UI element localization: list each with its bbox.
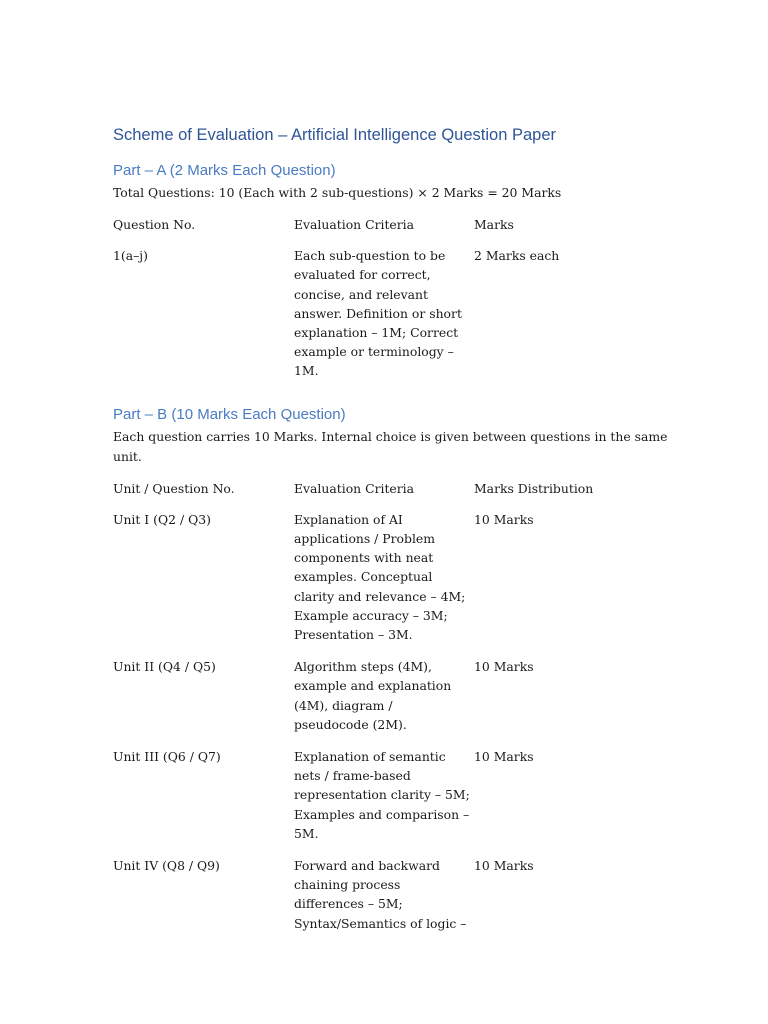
- row-marks: 2 Marks each: [474, 248, 560, 264]
- part-a-heading: Part – A (2 Marks Each Question): [113, 162, 336, 179]
- criteria-line: Each sub-question to be: [294, 248, 446, 264]
- row-marks: 10 Marks: [474, 659, 534, 675]
- criteria-line: explanation – 1M; Correct: [294, 325, 459, 341]
- criteria-line: Example accuracy – 3M;: [294, 607, 448, 623]
- criteria-line: Explanation of semantic: [294, 749, 446, 765]
- criteria-line: (4M), diagram /: [294, 697, 393, 713]
- criteria-line: chaining process: [294, 877, 401, 893]
- criteria-line: Algorithm steps (4M),: [294, 659, 432, 675]
- criteria-line: Presentation – 3M.: [294, 627, 413, 643]
- criteria-line: components with neat: [294, 550, 434, 566]
- row-criteria: [294, 856, 474, 933]
- criteria-line: Forward and backward: [294, 858, 440, 874]
- part-b-row-unit-2: [113, 657, 673, 734]
- criteria-line: 1M.: [294, 363, 319, 379]
- criteria-line: example or terminology –: [294, 344, 454, 360]
- row-criteria: [294, 657, 474, 734]
- part-b-table: [113, 479, 673, 498]
- part-b-row-unit-1: [113, 510, 673, 644]
- part-b-header-marks: Marks Distribution: [474, 480, 594, 496]
- part-b-row-unit-4: [113, 856, 673, 933]
- row-criteria: [294, 747, 474, 843]
- part-a-header-criteria: Evaluation Criteria: [294, 217, 415, 232]
- part-a-intro: Total Questions: 10 (Each with 2 sub-questions) × 2 Marks = 20 Marks: [113, 185, 562, 200]
- part-a-table: [113, 215, 673, 234]
- criteria-line: 5M.: [294, 825, 319, 841]
- criteria-line: examples. Conceptual: [294, 569, 433, 585]
- row-question: 1(a–j): [113, 248, 148, 264]
- criteria-line: representation clarity – 5M;: [294, 787, 470, 803]
- part-b-header-criteria: Evaluation Criteria: [294, 480, 415, 496]
- row-question: Unit II (Q4 / Q5): [113, 659, 216, 675]
- document-content: [113, 124, 673, 933]
- criteria-line: Explanation of AI: [294, 511, 403, 527]
- row-marks: 10 Marks: [474, 858, 534, 874]
- part-b-heading: Part – B (10 Marks Each Question): [113, 405, 346, 423]
- criteria-line: evaluated for correct,: [294, 267, 431, 283]
- part-a-header-question: Question No.: [113, 217, 196, 232]
- part-b-intro: Each question carries 10 Marks. Internal choice is given between questions in the same unit.: [113, 428, 668, 464]
- part-b-row-unit-3: [113, 747, 673, 843]
- document-title: Scheme of Evaluation – Artificial Intelligence Question Paper: [113, 126, 557, 144]
- row-criteria: [294, 510, 474, 644]
- criteria-line: pseudocode (2M).: [294, 716, 407, 732]
- row-marks: 10 Marks: [474, 749, 534, 765]
- criteria-line: clarity and relevance – 4M;: [294, 588, 466, 604]
- criteria-line: Syntax/Semantics of logic –: [294, 915, 467, 931]
- row-criteria: [294, 246, 474, 380]
- row-question: Unit I (Q2 / Q3): [113, 511, 211, 527]
- part-a-header-marks: Marks: [474, 217, 514, 232]
- criteria-line: applications / Problem: [294, 531, 435, 547]
- criteria-line: Examples and comparison –: [294, 806, 470, 822]
- row-marks: 10 Marks: [474, 511, 534, 527]
- criteria-line: differences – 5M;: [294, 896, 403, 912]
- criteria-line: nets / frame-based: [294, 768, 411, 784]
- row-question: Unit IV (Q8 / Q9): [113, 858, 220, 874]
- criteria-line: concise, and relevant: [294, 286, 428, 302]
- part-a-row: [113, 246, 673, 380]
- criteria-line: answer. Definition or short: [294, 305, 462, 321]
- row-question: Unit III (Q6 / Q7): [113, 749, 221, 765]
- criteria-line: example and explanation: [294, 678, 452, 694]
- part-b-header-question: Unit / Question No.: [113, 480, 235, 496]
